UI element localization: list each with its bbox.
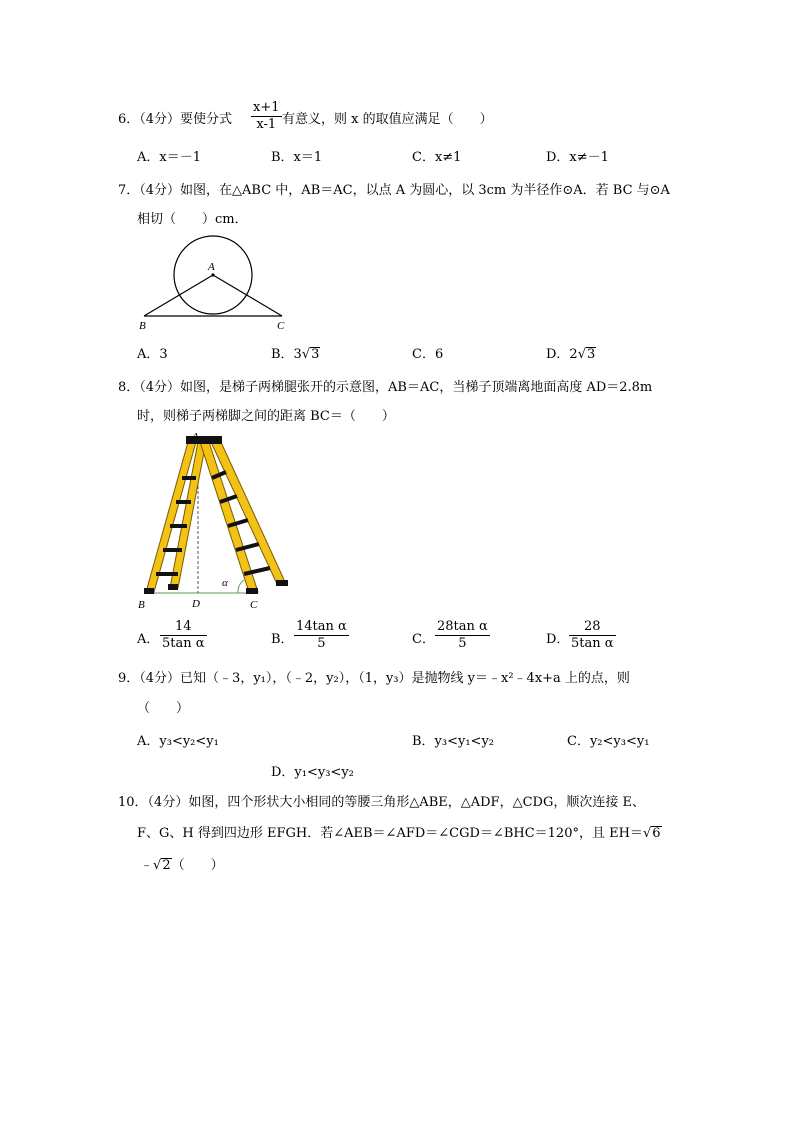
q7-option-d-sqrt: √3 xyxy=(577,347,596,362)
q10-radicand-2: 2 xyxy=(162,858,171,873)
q8-stem-line2: 时，则梯子两梯脚之间的距离 BC＝（ ） xyxy=(137,409,395,424)
q8-option-d-label: D． xyxy=(546,632,570,647)
q8-option-b-numerator: 14tan α xyxy=(296,619,347,634)
q8-right-leg xyxy=(200,440,288,594)
q8-stem-line1: 8．（4分）如图，是梯子两梯腿张开的示意图，AB＝AC，当梯子顶端离地面高度 AD＝2.8m xyxy=(118,380,653,395)
q9-option-a: A．y₃<y₂<y₁ xyxy=(137,734,219,749)
q7-label-b: B xyxy=(139,320,146,332)
q10-radicand-6: 6 xyxy=(652,826,661,841)
q8-option-c-fraction xyxy=(435,619,490,652)
q8-option-a-denominator: 5tan α xyxy=(162,636,205,651)
q7-option-d-radicand: 3 xyxy=(587,347,596,362)
q8-label-alpha: α xyxy=(222,577,228,589)
q6-option-d: D．x≠－1 xyxy=(546,150,609,165)
q10-minus: ﹣ xyxy=(140,858,154,873)
q8-option-c-numerator: 28tan α xyxy=(437,619,488,634)
q8-option-b-denominator: 5 xyxy=(317,636,326,651)
q8-angle-arc xyxy=(238,580,244,593)
q6-option-a: A．x＝－1 xyxy=(137,150,201,165)
q8-label-a: A xyxy=(192,431,199,443)
q7-stem-line1: 7．（4分）如图，在△ABC 中，AB＝AC，以点 A 为圆心，以 3cm 为半径作⊙A．若 BC 与⊙A xyxy=(118,183,670,198)
q8-option-a-numerator: 14 xyxy=(160,619,207,636)
q7-center-point xyxy=(211,273,214,276)
q7-segment-ab xyxy=(144,275,213,316)
q8-label-d: D xyxy=(192,598,200,610)
q10-stem-line1: 10．（4分）如图，四个形状大小相同的等腰三角形△ABE，△ADF，△CDG，顺次连接 E、 xyxy=(118,795,645,810)
q8-label-c: C xyxy=(250,599,258,611)
q7-option-b xyxy=(271,343,320,362)
q7-option-d-coef: D．2 xyxy=(546,347,578,362)
q7-option-b-sqrt: √3 xyxy=(301,347,320,362)
q9-option-d: D．y₁<y₃<y₂ xyxy=(271,765,354,780)
q8-label-b: B xyxy=(138,599,145,611)
q10-sqrt-6: √6 xyxy=(642,826,661,841)
q8-option-a-label: A． xyxy=(137,632,160,647)
q7-label-c: C xyxy=(277,320,285,332)
q7-option-b-radicand: 3 xyxy=(311,347,320,362)
q9-stem-line2: （ ） xyxy=(137,701,190,716)
q7-option-d xyxy=(546,343,596,362)
q7-label-a: A xyxy=(208,261,215,273)
q6-option-c: C．x≠1 xyxy=(412,150,462,165)
q10-stem-line3 xyxy=(140,854,224,873)
q10-sqrt-2: √2 xyxy=(153,858,171,873)
q8-option-d-fraction xyxy=(569,619,616,652)
q7-segment-ac xyxy=(213,275,282,316)
q10-stem-line2 xyxy=(137,822,662,841)
q8-left-leg xyxy=(144,442,206,594)
q6-fraction xyxy=(251,100,282,133)
q9-stem-line1: 9．（4分）已知（﹣3，y₁），（﹣2，y₂），（1，y₃）是抛物线 y＝﹣x²﹣4x+a 上的点，则 xyxy=(118,671,630,686)
q10-answer-blank: （ ） xyxy=(171,858,224,873)
q8-option-b-fraction xyxy=(294,619,349,652)
q8-ladder-figure xyxy=(134,428,304,613)
q6-stem-start: 6．（4分）要使分式 xyxy=(118,112,233,127)
q8-option-d-numerator: 28 xyxy=(569,619,616,636)
q7-option-a: A．3 xyxy=(137,347,168,362)
q8-option-d-denominator: 5tan α xyxy=(571,636,614,651)
q7-option-b-coef: B．3 xyxy=(271,347,302,362)
q6-option-b: B．x＝1 xyxy=(271,150,323,165)
q7-stem-line2: 相切（ ）cm． xyxy=(137,212,248,227)
q8-option-c-denominator: 5 xyxy=(458,636,467,651)
q10-stem-line2-text: F、G、H 得到四边形 EFGH．若∠AEB＝∠AFD＝∠CGD＝∠BHC＝120°，且 EH＝ xyxy=(137,826,643,841)
q6-fraction-numerator: x+1 xyxy=(253,100,280,115)
q8-option-a-fraction xyxy=(160,619,207,652)
q9-option-b: B．y₃<y₁<y₂ xyxy=(412,734,495,749)
q7-option-c: C．6 xyxy=(412,347,444,362)
q8-option-b-label: B． xyxy=(271,632,294,647)
q9-option-c: C．y₂<y₃<y₁ xyxy=(567,734,650,749)
q6-stem-end: 有意义，则 x 的取值应满足（ ） xyxy=(282,112,493,127)
q7-figure xyxy=(136,234,296,334)
q6-fraction-denominator: x-1 xyxy=(256,117,277,132)
q8-option-c-label: C． xyxy=(412,632,435,647)
